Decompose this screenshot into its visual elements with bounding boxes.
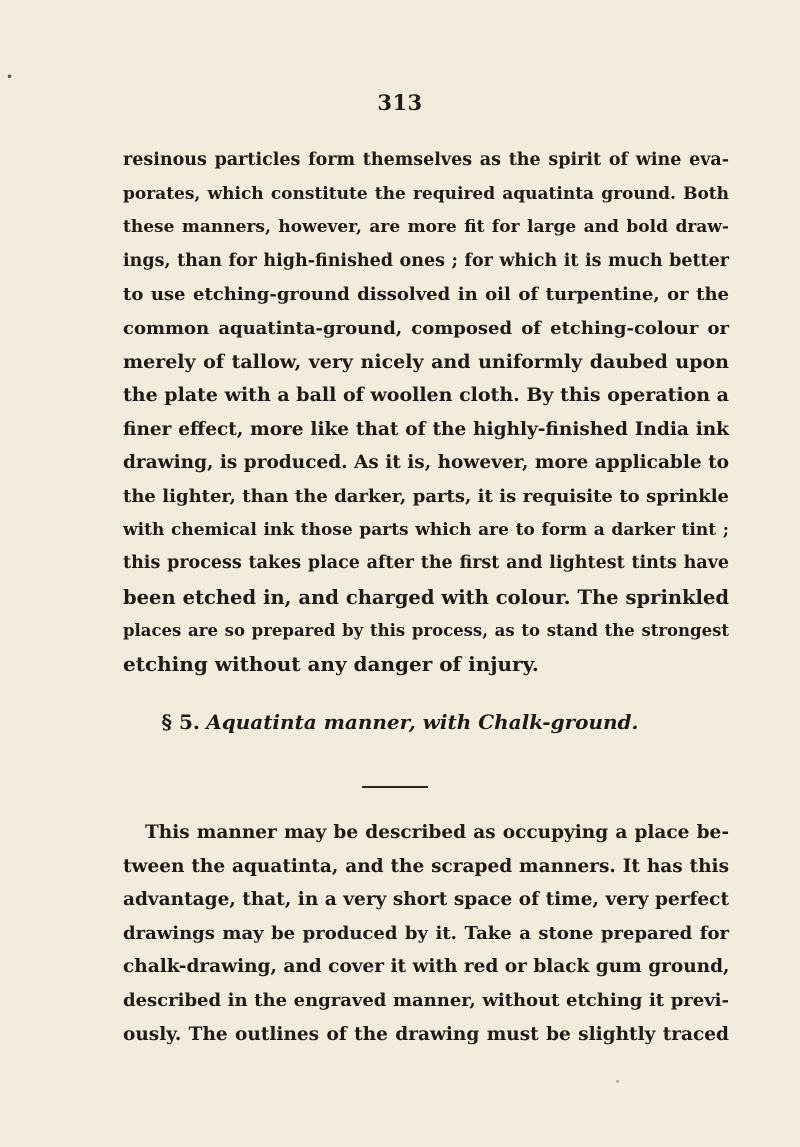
section-divider-rule bbox=[362, 786, 428, 788]
text-line: drawing, is produced. As it is, however, more applicable to bbox=[123, 452, 729, 474]
text-line: to use etching-ground dissolved in oil of turpentine, or the bbox=[123, 284, 729, 306]
text-line: described in the engraved manner, without etching it previ- bbox=[123, 989, 729, 1011]
text-line: places are so prepared by this process, as to stand the strongest bbox=[123, 621, 729, 641]
text-line: finer effect, more like that of the highly-finished India ink bbox=[123, 418, 729, 440]
paper-speck bbox=[616, 1080, 619, 1083]
text-line: This manner may be described as occupying a place be- bbox=[145, 822, 729, 843]
text-line: ings, than for high-finished ones ; for which it is much better bbox=[123, 250, 729, 271]
text-line: the plate with a ball of woollen cloth. By this operation a bbox=[123, 384, 729, 407]
text-line: chalk-drawing, and cover it with red or black gum ground, bbox=[123, 956, 730, 978]
stray-ink-mark: • bbox=[6, 70, 14, 84]
section-heading bbox=[0, 710, 800, 734]
text-line: the lighter, than the darker, parts, it is requisite to sprinkle bbox=[123, 485, 729, 507]
text-line: etching without any danger of injury. bbox=[123, 651, 539, 676]
paragraph-2 bbox=[123, 816, 729, 1051]
text-line: tween the aquatinta, and the scraped manners. It has this bbox=[123, 855, 729, 877]
paragraph-1 bbox=[123, 144, 729, 682]
section-title: Aquatinta manner, with Chalk-ground. bbox=[206, 710, 639, 734]
text-line: merely of tallow, very nicely and uniformly daubed upon bbox=[123, 350, 729, 373]
text-line: advantage, that, in a very short space of time, very perfect bbox=[123, 889, 729, 911]
text-line: resinous particles form themselves as the spirit of wine eva- bbox=[123, 150, 729, 170]
text-line: these manners, however, are more fit for large and bold draw- bbox=[123, 217, 729, 238]
text-line: common aquatinta-ground, composed of etching-colour or bbox=[123, 317, 729, 339]
text-line: porates, which constitute the required aquatinta ground. Both bbox=[123, 183, 729, 204]
page-number: 313 bbox=[377, 90, 423, 115]
text-line: been etched in, and charged with colour. The sprinkled bbox=[123, 585, 729, 609]
text-line: with chemical ink those parts which are to form a darker tint ; bbox=[123, 519, 729, 540]
text-line: drawings may be produced by it. Take a stone prepared for bbox=[123, 922, 729, 944]
text-line: this process takes place after the first and lightest tints have bbox=[123, 553, 729, 574]
section-number: § 5. bbox=[161, 710, 200, 734]
text-line: ously. The outlines of the drawing must be slightly traced bbox=[123, 1023, 729, 1045]
